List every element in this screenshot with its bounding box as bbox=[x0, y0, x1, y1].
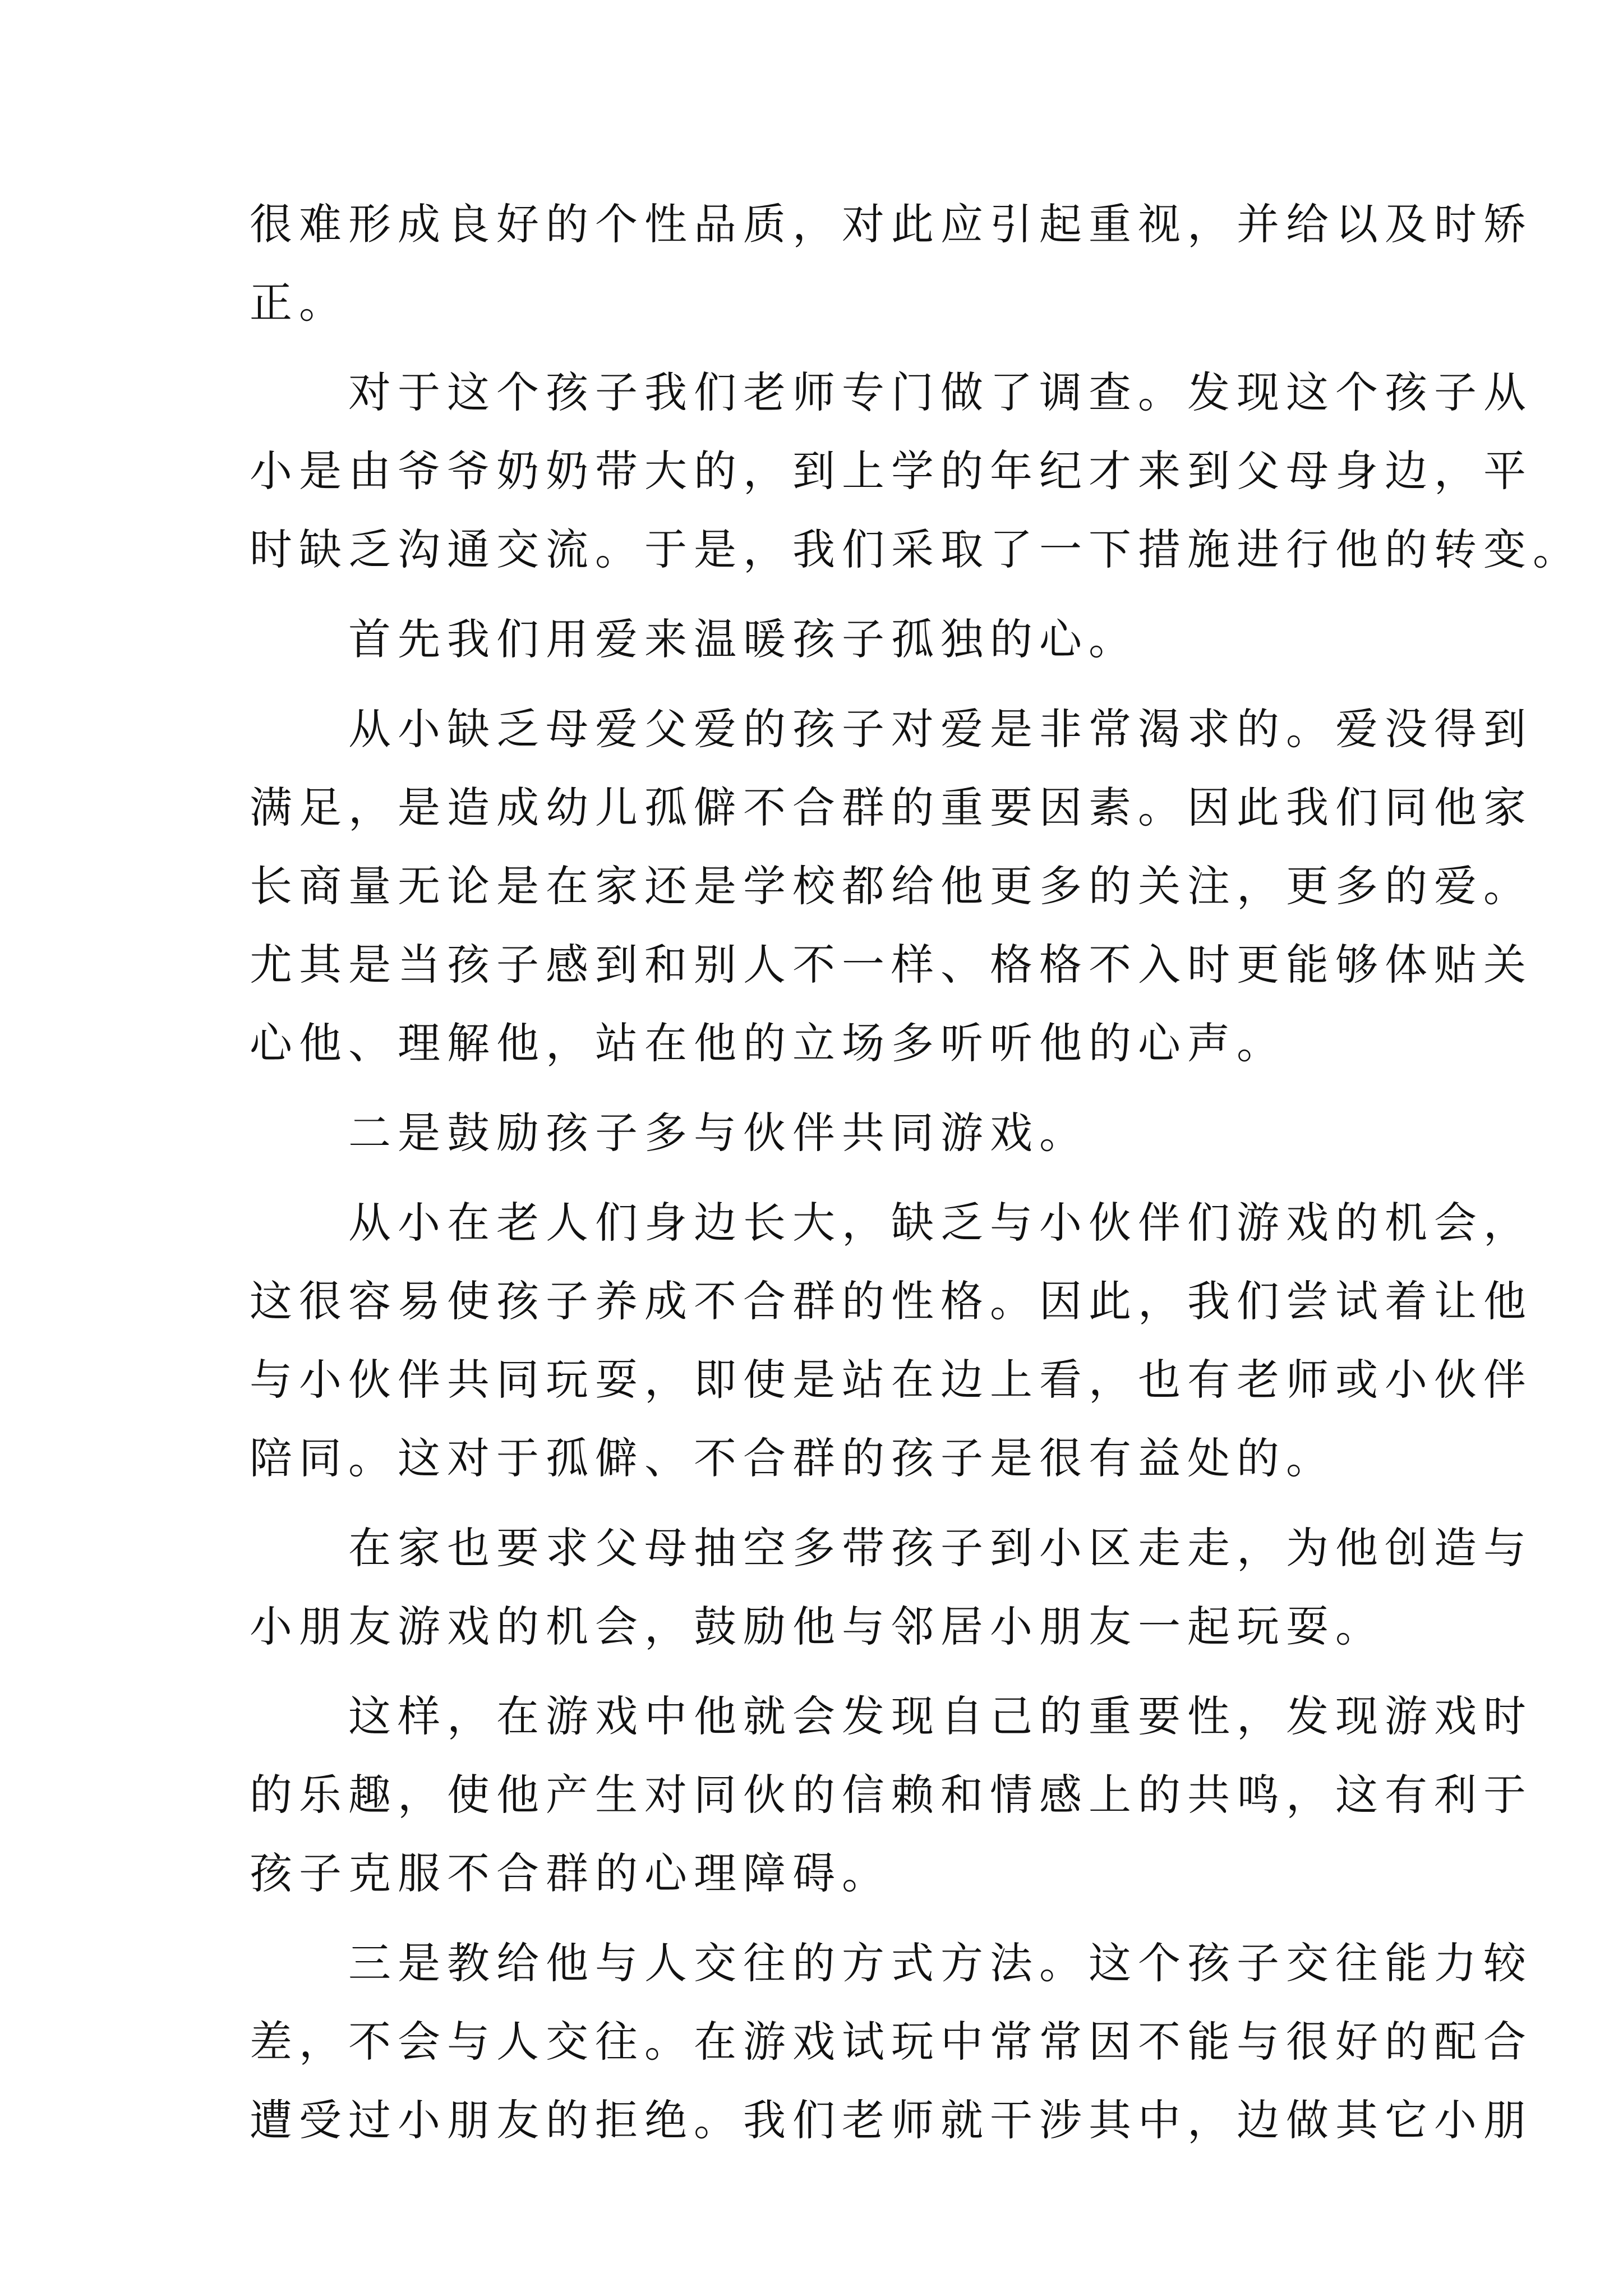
text-line: 小是由爷爷奶奶带大的，到上学的年纪才来到父母身边，平 bbox=[250, 446, 1533, 496]
paragraph-gap bbox=[250, 1666, 1388, 1677]
text-line: 的乐趣，使他产生对同伙的信赖和情感上的共鸣，这有利于 bbox=[250, 1770, 1533, 1820]
text-line: 很难形成良好的个性品质，对此应引起重视，并给以及时矫 bbox=[250, 199, 1533, 249]
paragraph bbox=[250, 1509, 1533, 1666]
paragraph bbox=[250, 1094, 1388, 1172]
paragraph-gap bbox=[250, 589, 1388, 600]
paragraph bbox=[250, 353, 1582, 589]
text-line: 长商量无论是在家还是学校都给他更多的关注，更多的爱。 bbox=[250, 861, 1533, 911]
text-line: 小朋友游戏的机会，鼓励他与邻居小朋友一起玩耍。 bbox=[250, 1602, 1385, 1651]
text-line: 二是鼓励孩子多与伙伴共同游戏。 bbox=[348, 1108, 1089, 1158]
paragraph-gap bbox=[250, 1172, 1388, 1184]
text-line: 三是教给他与人交往的方式方法。这个孩子交往能力较 bbox=[348, 1938, 1533, 1988]
text-line: 陪同。这对于孤僻、不合群的孩子是很有益处的。 bbox=[250, 1433, 1335, 1483]
paragraph bbox=[250, 185, 1533, 342]
text-line: 心他、理解他，站在他的立场多听听他的心声。 bbox=[250, 1018, 1286, 1068]
paragraph bbox=[250, 600, 1388, 679]
text-line: 从小在老人们身边长大，缺乏与小伙伴们游戏的机会， bbox=[348, 1198, 1533, 1248]
text-line: 尤其是当孩子感到和别人不一样、格格不入时更能够体贴关 bbox=[250, 940, 1533, 990]
text-line: 这很容易使孩子养成不合群的性格。因此，我们尝试着让他 bbox=[250, 1276, 1533, 1326]
paragraph bbox=[250, 1677, 1533, 1913]
text-line: 对于这个孩子我们老师专门做了调查。发现这个孩子从 bbox=[348, 367, 1533, 417]
text-line: 满足，是造成幼儿孤僻不合群的重要因素。因此我们同他家 bbox=[250, 783, 1533, 832]
paragraph-gap bbox=[250, 1083, 1388, 1094]
paragraph bbox=[250, 1184, 1533, 1498]
text-line: 孩子克服不合群的心理障碍。 bbox=[250, 1848, 891, 1898]
text-line: 这样，在游戏中他就会发现自己的重要性，发现游戏时 bbox=[348, 1691, 1533, 1741]
document-body bbox=[250, 185, 1582, 2160]
text-line: 与小伙伴共同玩耍，即使是站在边上看，也有老师或小伙伴 bbox=[250, 1355, 1533, 1405]
text-line: 正。 bbox=[250, 278, 348, 328]
paragraph bbox=[250, 690, 1533, 1083]
paragraph-gap bbox=[250, 1913, 1388, 1924]
text-line: 从小缺乏母爱父爱的孩子对爱是非常渴求的。爱没得到 bbox=[348, 704, 1533, 754]
text-line: 在家也要求父母抽空多带孩子到小区走走，为他创造与 bbox=[348, 1523, 1533, 1573]
paragraph bbox=[250, 1924, 1533, 2160]
text-line: 时缺乏沟通交流。于是，我们采取了一下措施进行他的转变。 bbox=[250, 524, 1582, 574]
paragraph-gap bbox=[250, 679, 1388, 690]
text-line: 首先我们用爱来温暖孩子孤独的心。 bbox=[348, 614, 1138, 664]
text-line: 差，不会与人交往。在游戏试玩中常常因不能与很好的配合 bbox=[250, 2017, 1533, 2067]
paragraph-gap bbox=[250, 1498, 1388, 1509]
paragraph-gap bbox=[250, 342, 1388, 353]
text-line: 遭受过小朋友的拒绝。我们老师就干涉其中，边做其它小朋 bbox=[250, 2095, 1533, 2145]
